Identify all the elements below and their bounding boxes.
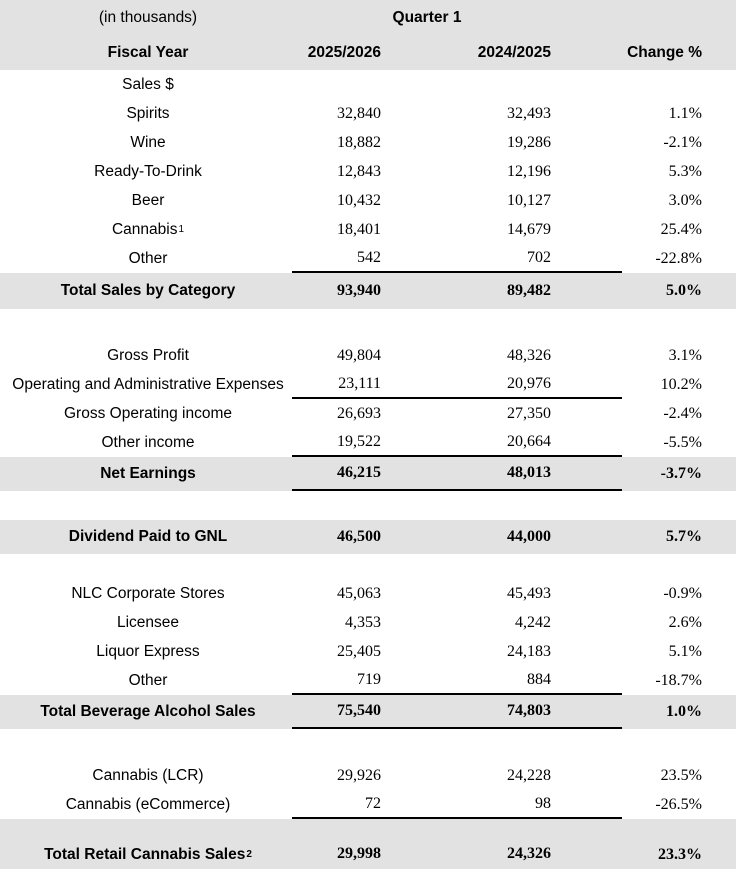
table-row-nlc-corporate-stores	[0, 579, 736, 608]
value-current: 18,882	[337, 133, 381, 151]
table-row-cannabis	[0, 215, 736, 244]
value-prior: 44,000	[507, 528, 551, 545]
value-change: -18.7%	[655, 671, 702, 689]
row-label-text: Cannabis	[111, 220, 178, 238]
column-header-prior-year: 2024/2025	[477, 43, 551, 61]
value-current: 25,405	[337, 642, 381, 660]
value-change: -26.5%	[655, 795, 702, 813]
value-prior: 24,326	[458, 838, 622, 869]
total-block-retail-cannabis	[0, 819, 736, 869]
total-row-dividend-paid-to-gnl	[0, 520, 736, 554]
value-change: 23.5%	[660, 766, 702, 784]
quarter-label: Quarter 1	[392, 8, 462, 26]
value-prior: 27,350	[507, 404, 551, 422]
row-label: Cannabis 1	[111, 220, 185, 238]
value-prior: 12,196	[507, 162, 551, 180]
value-change: 3.0%	[668, 191, 702, 209]
value-current: 18,401	[337, 220, 381, 238]
section-label-row	[0, 70, 736, 99]
table-row-wine	[0, 128, 736, 157]
value-change: -2.1%	[663, 133, 702, 151]
table-row-spirits	[0, 99, 736, 128]
value-current: 29,998	[292, 838, 458, 869]
value-prior: 24,183	[507, 642, 551, 660]
units-label: (in thousands)	[98, 8, 198, 26]
value-current: 93,940	[337, 282, 381, 299]
table-row-cannabis-lcr	[0, 761, 736, 790]
value-change: 2.6%	[668, 613, 702, 631]
row-label: Total Beverage Alcohol Sales	[40, 703, 256, 720]
row-label: Operating and Administrative Expenses	[12, 375, 284, 393]
value-current: 10,432	[337, 191, 381, 209]
table-row-cannabis-ecommerce	[0, 790, 736, 819]
value-change: 5.1%	[668, 642, 702, 660]
row-label: NLC Corporate Stores	[71, 584, 225, 602]
total-row-sales-by-category	[0, 273, 736, 309]
value-change: 3.1%	[668, 346, 702, 364]
value-change: 10.2%	[660, 375, 702, 393]
value-current: 46,215	[292, 457, 458, 491]
row-label-text: Total Retail Cannabis Sales	[44, 846, 246, 863]
value-current: 19,522	[292, 428, 458, 457]
total-row-net-earnings	[0, 457, 736, 491]
value-change: -0.9%	[663, 584, 702, 602]
value-change: 1.0%	[666, 703, 702, 720]
value-current: 29,926	[337, 766, 381, 784]
row-label: Net Earnings	[100, 465, 196, 482]
table-row-operating-admin-expenses	[0, 370, 736, 399]
value-current: 23,111	[292, 370, 458, 399]
row-label: Total Sales by Category	[60, 282, 236, 299]
value-change: -3.7%	[660, 465, 702, 482]
table-row-gross-profit	[0, 341, 736, 370]
value-change: -22.8%	[655, 249, 702, 267]
value-current: 75,540	[292, 695, 458, 729]
column-header-current-year: 2025/2026	[307, 43, 381, 61]
value-change: 1.1%	[668, 104, 702, 122]
value-change: -5.5%	[663, 433, 702, 451]
value-current: 45,063	[337, 584, 381, 602]
value-change: 5.3%	[668, 162, 702, 180]
row-label: Other	[128, 671, 168, 689]
value-prior: 45,493	[507, 584, 551, 602]
value-prior: 98	[458, 790, 622, 819]
value-current: 4,353	[345, 613, 381, 631]
value-prior: 48,326	[507, 346, 551, 364]
value-prior: 702	[458, 244, 622, 273]
value-change: 23.3%	[658, 846, 702, 863]
section-label-sales: Sales $	[122, 75, 174, 93]
table-row-other-income	[0, 428, 736, 457]
value-prior: 89,482	[507, 282, 551, 299]
total-row-retail-cannabis-sales	[0, 838, 736, 869]
value-prior: 10,127	[507, 191, 551, 209]
header-row-columns	[0, 35, 736, 70]
column-header-change: Change %	[627, 43, 702, 61]
table-row-liquor-express	[0, 637, 736, 666]
value-prior: 14,679	[507, 220, 551, 238]
row-label: Licensee	[116, 613, 180, 631]
value-current: 32,840	[337, 104, 381, 122]
value-change: 5.0%	[666, 282, 702, 299]
value-current: 542	[292, 244, 458, 273]
spacer	[0, 729, 736, 761]
table-row-beer	[0, 186, 736, 215]
value-change: 25.4%	[660, 220, 702, 238]
value-current: 72	[292, 790, 458, 819]
spacer	[0, 309, 736, 341]
value-current: 719	[292, 666, 458, 695]
row-label: Spirits	[126, 104, 170, 122]
value-prior: 20,976	[458, 370, 622, 399]
value-current: 26,693	[337, 404, 381, 422]
value-current: 49,804	[337, 346, 381, 364]
total-row-beverage-alcohol-sales	[0, 695, 736, 729]
row-label: Total Retail Cannabis Sales 2	[44, 846, 252, 863]
table-row-other-sales	[0, 244, 736, 273]
value-prior: 24,228	[507, 766, 551, 784]
spacer	[0, 554, 736, 579]
value-current: 12,843	[337, 162, 381, 180]
row-label: Other	[128, 249, 168, 267]
row-label: Other income	[101, 433, 195, 451]
value-prior: 4,242	[515, 613, 551, 631]
spacer	[0, 491, 736, 520]
row-label: Ready-To-Drink	[94, 162, 202, 180]
header-row-units	[0, 0, 736, 35]
table-row-gross-operating-income	[0, 399, 736, 428]
row-label: Beer	[131, 191, 165, 209]
row-label: Wine	[130, 133, 166, 151]
value-prior: 20,664	[458, 428, 622, 457]
row-label: Gross Profit	[107, 346, 189, 364]
value-change: -2.4%	[663, 404, 702, 422]
table-row-ready-to-drink	[0, 157, 736, 186]
value-prior: 74,803	[458, 695, 622, 729]
value-prior: 48,013	[458, 457, 622, 491]
row-label: Liquor Express	[96, 642, 200, 660]
value-prior: 19,286	[507, 133, 551, 151]
row-label: Dividend Paid to GNL	[68, 528, 228, 545]
value-current: 46,500	[337, 528, 381, 545]
table-row-other-beverage	[0, 666, 736, 695]
row-label: Cannabis (LCR)	[92, 766, 204, 784]
row-label: Gross Operating income	[64, 404, 232, 422]
row-label: Cannabis (eCommerce)	[65, 795, 231, 813]
value-prior: 32,493	[507, 104, 551, 122]
column-header-fiscal-year: Fiscal Year	[107, 43, 189, 61]
value-change: 5.7%	[666, 528, 702, 545]
value-prior: 884	[458, 666, 622, 695]
table-row-licensee	[0, 608, 736, 637]
